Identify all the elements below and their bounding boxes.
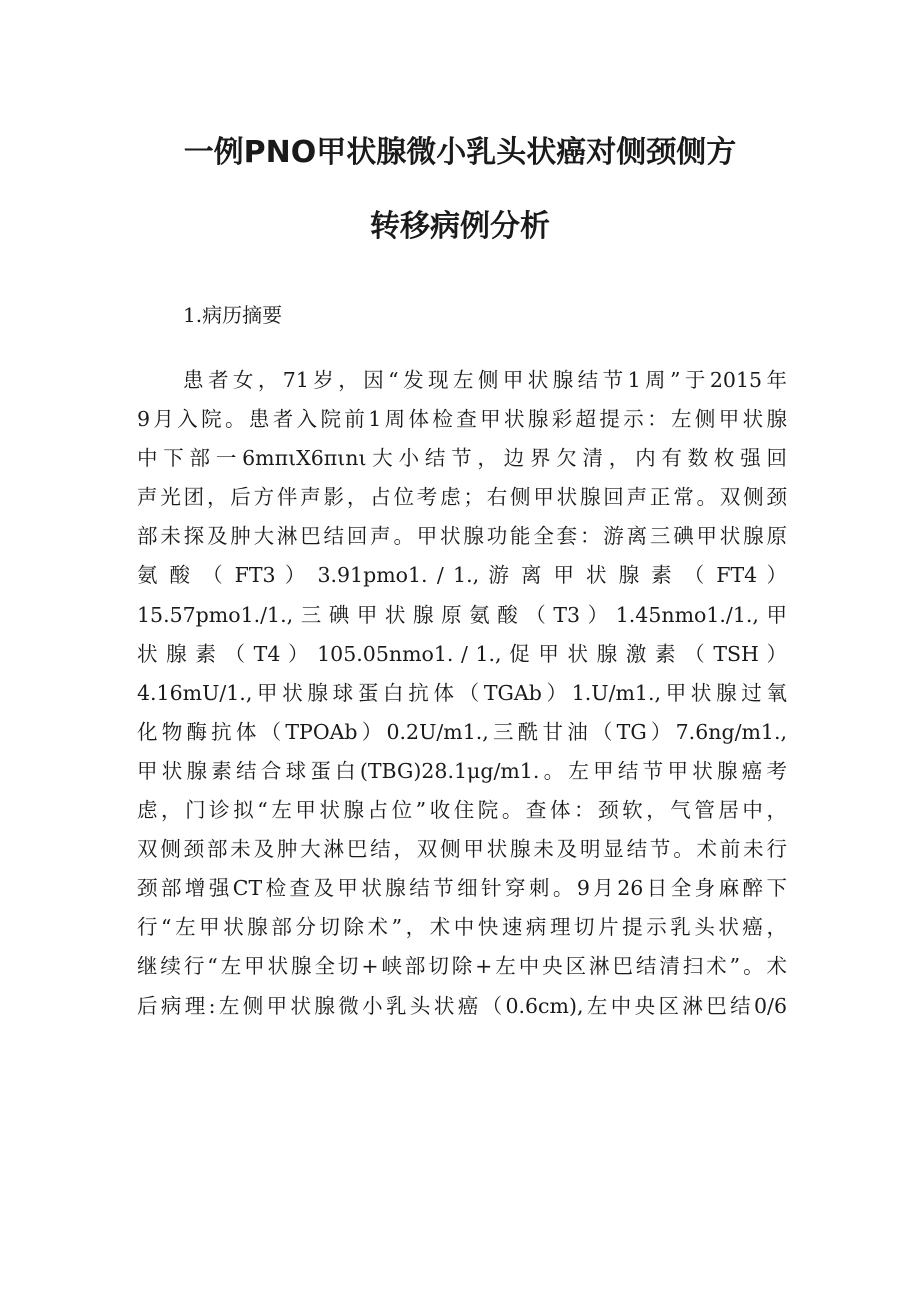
document-title-line-1: 一例PNO甲状腺微小乳头状癌对侧颈侧方: [183, 135, 737, 170]
paragraph-line: 9月入院。患者入院前1周体检查甲状腺彩超提示：左侧甲状腺: [137, 407, 787, 432]
paragraph-line: 颈部增强CT检查及甲状腺结节细针穿刺。9月26日全身麻醉下: [137, 876, 787, 901]
paragraph-line: 中下部一6mπιX6πιnι大小结节，边界欠清，内有数枚强回: [137, 446, 787, 471]
paragraph-line: 状 腺 素 （ T4 ） 105.05nmo1. / 1., 促 甲 状 腺 激 素 （ TSH ）: [137, 641, 787, 666]
paragraph-line: 氨 酸 （ FT3 ） 3.91pmo1. / 1., 游 离 甲 状 腺 素 （ FT4 ）: [137, 563, 787, 588]
paragraph-line: 甲状腺素结合球蛋白(TBG)28.1μg/m1.。左甲结节甲状腺癌考: [137, 758, 787, 783]
paragraph-line: 4.16mU/1.,甲状腺球蛋白抗体（TGAb）1.U/m1.,甲状腺过氧: [137, 680, 787, 705]
paragraph-line: 双侧颈部未及肿大淋巴结，双侧甲状腺未及明显结节。术前未行: [137, 837, 787, 862]
paragraph-line: 化物酶抗体（TPOAb）0.2U/m1.,三酰甘油（TG）7.6ng/m1.,: [137, 719, 787, 744]
paragraph-line: 虑，门诊拟“左甲状腺占位”收住院。查体：颈软，气管居中，: [137, 798, 787, 823]
paragraph-line: 行“左甲状腺部分切除术”，术中快速病理切片提示乳头状癌，: [137, 915, 787, 940]
section-heading: 1.病历摘要: [183, 303, 283, 327]
paragraph-line: 继续行“左甲状腺全切+峡部切除+左中央区淋巴结清扫术”。术: [137, 954, 787, 979]
document-title-line-2: 转移病例分析: [370, 209, 550, 244]
case-summary-paragraph: [137, 361, 787, 1026]
paragraph-line: 15.57pmo1./1.,三碘甲状腺原氨酸（T3）1.45nmo1./1.,甲: [137, 602, 787, 627]
paragraph-line: 声光团，后方伴声影，占位考虑；右侧甲状腺回声正常。双侧颈: [137, 485, 787, 510]
paragraph-line: 后病理:左侧甲状腺微小乳头状癌（0.6cm),左中央区淋巴结0/6: [137, 993, 787, 1018]
paragraph-line: 部未探及肿大淋巴结回声。甲状腺功能全套：游离三碘甲状腺原: [137, 524, 787, 549]
paragraph-line: 患者女，71岁，因“发现左侧甲状腺结节1周”于2015年: [183, 368, 787, 392]
